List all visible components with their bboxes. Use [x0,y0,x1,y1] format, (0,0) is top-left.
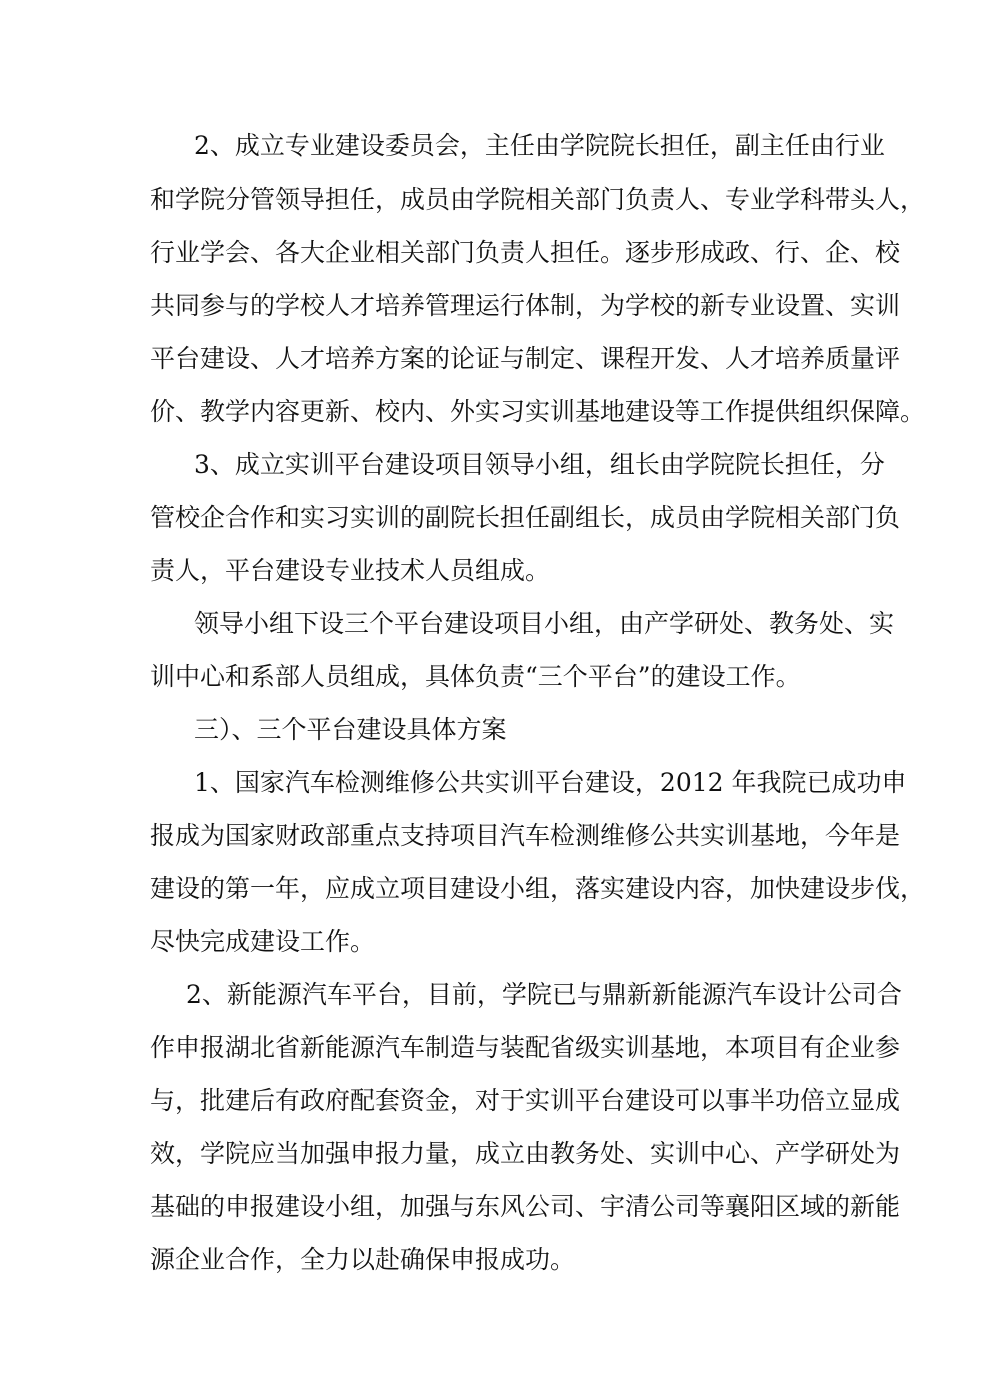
text-line: 源企业合作，全力以赴确保申报成功。 [150,1245,576,1274]
text-line: 平台建设、人才培养方案的论证与制定、课程开发、人才培养质量评 [150,344,901,373]
text-line: 责人，平台建设专业技术人员组成。 [150,556,551,585]
text-line: 基础的申报建设小组，加强与东风公司、宇清公司等襄阳区域的新能 [150,1192,901,1221]
text-line: 2、成立专业建设委员会，主任由学院院长担任，副主任由行业 [194,131,885,160]
text-line: 行业学会、各大企业相关部门负责人担任。逐步形成政、行、企、校 [150,238,901,267]
text-line: 2、新能源汽车平台，目前，学院已与鼎新新能源汽车设计公司合 [186,980,902,1009]
text-line: 与，批建后有政府配套资金，对于实训平台建设可以事半功倍立显成 [150,1086,901,1115]
text-line: 3、成立实训平台建设项目领导小组，组长由学院院长担任，分 [194,450,885,479]
text-line: 共同参与的学校人才培养管理运行体制，为学校的新专业设置、实训 [150,291,901,320]
text-line: 和学院分管领导担任，成员由学院相关部门负责人、专业学科带头人， [150,185,926,214]
text-line: 报成为国家财政部重点支持项目汽车检测维修公共实训基地，今年是 [150,821,901,850]
text-line: 价、教学内容更新、校内、外实习实训基地建设等工作提供组织保障。 [150,397,926,426]
text-line: 作申报湖北省新能源汽车制造与装配省级实训基地，本项目有企业参 [150,1033,901,1062]
text-line: 建设的第一年，应成立项目建设小组，落实建设内容，加快建设步伐， [150,874,926,903]
text-line: 1、国家汽车检测维修公共实训平台建设，2012 年我院已成功申 [194,768,907,797]
text-line: 管校企合作和实习实训的副院长担任副组长，成员由学院相关部门负 [150,503,901,532]
text-line: 领导小组下设三个平台建设项目小组，由产学研处、教务处、实 [194,609,895,638]
text-line: 尽快完成建设工作。 [150,927,376,956]
text-line: 效，学院应当加强申报力量，成立由教务处、实训中心、产学研处为 [150,1139,901,1168]
text-line: 训中心和系部人员组成，具体负责“三个平台”的建设工作。 [150,662,801,691]
text-line: 三）、三个平台建设具体方案 [194,715,507,744]
